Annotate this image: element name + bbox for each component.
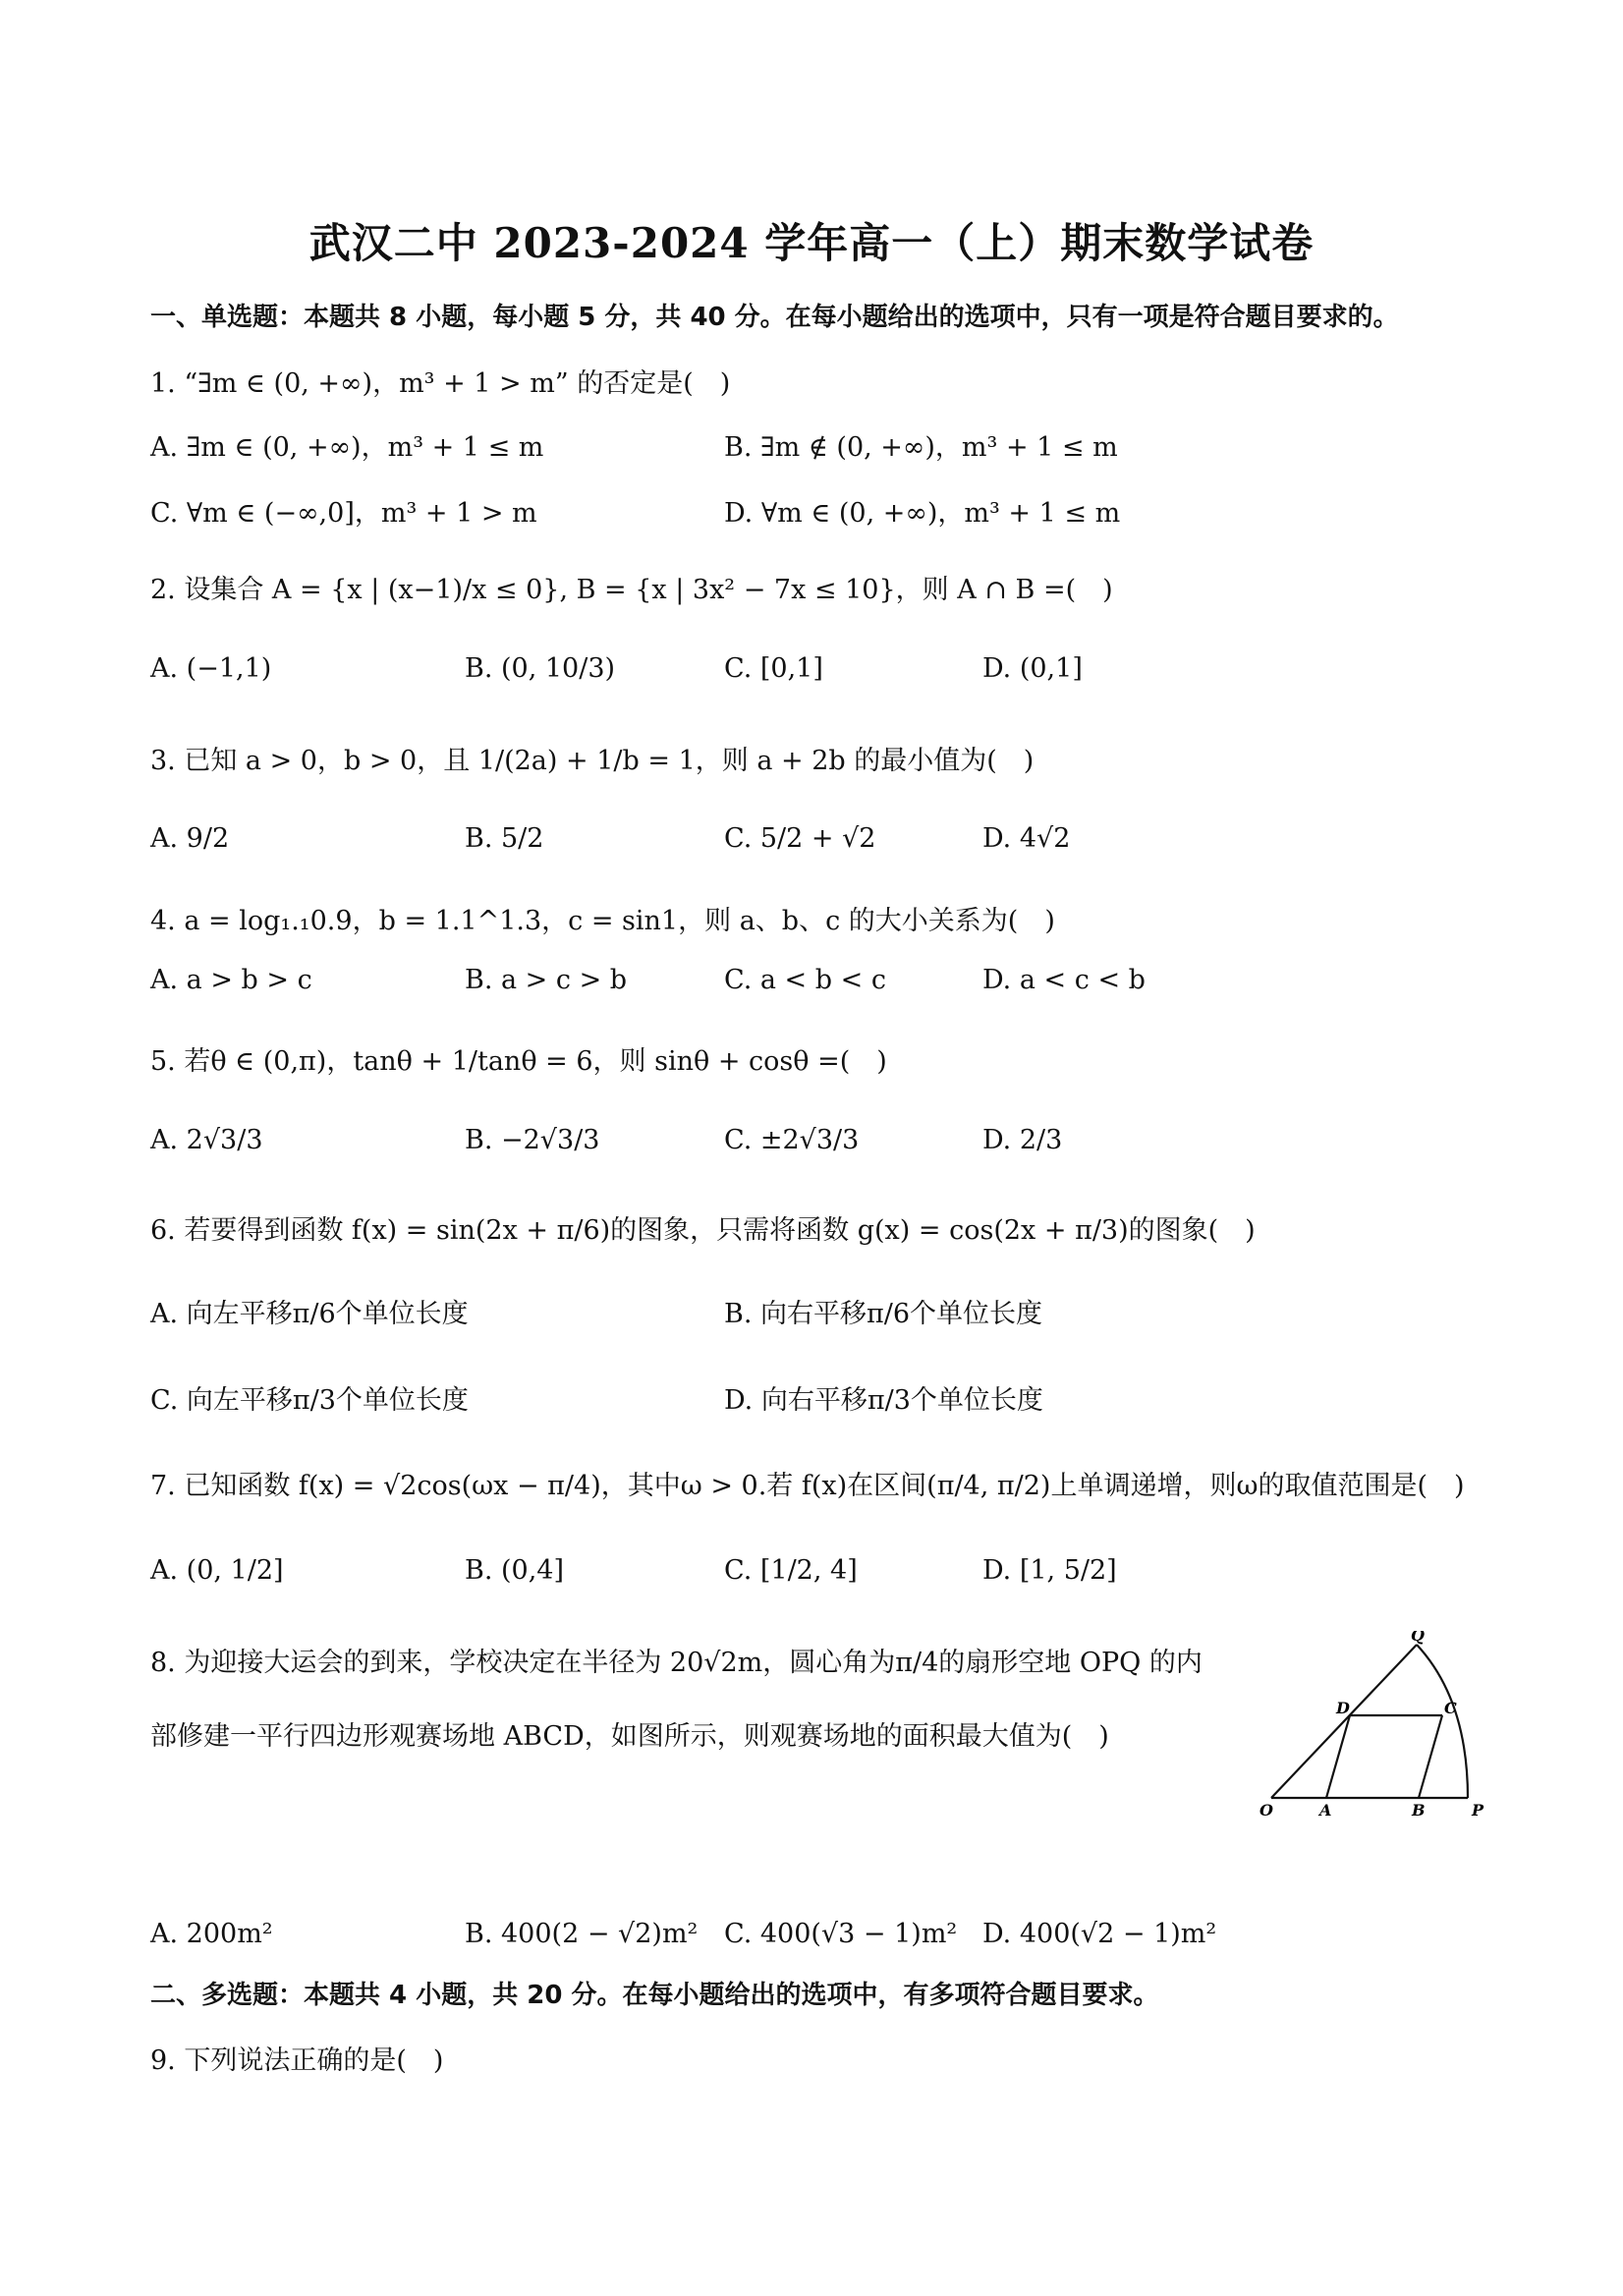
question-6-option-a: A. 向左平移π/6个单位长度 <box>150 1299 469 1329</box>
question-8-option-d: D. 400(√2 − 1)m² <box>982 1919 1217 1949</box>
question-3-option-c: C. 5/2 + √2 <box>724 823 876 854</box>
label-b: B <box>1412 1801 1426 1820</box>
line-cb <box>1419 1715 1442 1798</box>
label-a: A <box>1319 1801 1332 1820</box>
question-2-option-c: C. [0,1] <box>724 653 823 684</box>
question-7-option-c: C. [1/2, 4] <box>724 1555 858 1586</box>
question-8-stem-line-2: 部修建一平行四边形观赛场地 ABCD，如图所示，则观赛场地的面积最大值为( ) <box>150 1721 1109 1752</box>
question-5-option-d: D. 2/3 <box>982 1125 1063 1155</box>
section-heading-single-choice: 一、单选题：本题共 8 小题，每小题 5 分，共 40 分。在每小题给出的选项中，只有一项是符合题目要求的。 <box>150 303 1399 332</box>
question-2-option-d: D. (0,1] <box>982 653 1083 684</box>
label-c: C <box>1444 1699 1457 1717</box>
question-3-stem: 3. 已知 a > 0，b > 0，且 1/(2a) + 1/b = 1，则 a + 2b 的最小值为( ) <box>150 746 1035 776</box>
question-5-stem: 5. 若θ ∈ (0,π)，tanθ + 1/tanθ = 6，则 sinθ + cosθ =( ) <box>150 1046 887 1077</box>
question-6-option-c: C. 向左平移π/3个单位长度 <box>150 1385 469 1416</box>
question-4-stem: 4. a = log₁.₁0.9，b = 1.1^1.3，c = sin1，则 a、b、c 的大小关系为( ) <box>150 906 1055 936</box>
question-8-option-c: C. 400(√3 − 1)m² <box>724 1919 958 1949</box>
question-4-option-a: A. a > b > c <box>150 965 312 995</box>
page-title: 武汉二中 2023-2024 学年高一（上）期末数学试卷 <box>308 219 1315 267</box>
question-7-option-b: B. (0,4] <box>465 1555 565 1586</box>
question-3-option-b: B. 5/2 <box>465 823 544 854</box>
question-8-stem-line-1: 8. 为迎接大运会的到来，学校决定在半径为 20√2m，圆心角为π/4的扇形空地 OPQ 的内 <box>150 1648 1203 1678</box>
label-d: D <box>1336 1699 1350 1717</box>
question-1-option-b: B. ∃m ∉ (0, +∞)，m³ + 1 ≤ m <box>724 432 1118 463</box>
question-1-option-d: D. ∀m ∈ (0, +∞)，m³ + 1 ≤ m <box>724 498 1121 529</box>
question-1-stem: 1. “∃m ∈ (0, +∞)，m³ + 1 > m” 的否定是( ) <box>150 368 731 399</box>
question-6-option-b: B. 向右平移π/6个单位长度 <box>724 1299 1043 1329</box>
label-p: P <box>1472 1801 1484 1820</box>
sector-diagram <box>1258 1631 1493 1827</box>
question-1-option-c: C. ∀m ∈ (−∞,0]，m³ + 1 > m <box>150 498 537 529</box>
question-8-option-b: B. 400(2 − √2)m² <box>465 1919 699 1949</box>
question-7-option-d: D. [1, 5/2] <box>982 1555 1117 1586</box>
question-4-option-c: C. a < b < c <box>724 965 886 995</box>
label-o: O <box>1259 1801 1273 1820</box>
question-3-option-d: D. 4√2 <box>982 823 1071 854</box>
question-2-option-a: A. (−1,1) <box>150 653 272 684</box>
question-6-option-d: D. 向右平移π/3个单位长度 <box>724 1385 1043 1416</box>
question-8-option-a: A. 200m² <box>150 1919 273 1949</box>
question-7-stem: 7. 已知函数 f(x) = √2cos(ωx − π/4)，其中ω > 0.若 f(x)在区间(π/4, π/2)上单调递增，则ω的取值范围是( ) <box>150 1471 1465 1501</box>
question-2-option-b: B. (0, 10/3) <box>465 653 616 684</box>
section-heading-multiple-choice: 二、多选题：本题共 4 小题，共 20 分。在每小题给出的选项中，有多项符合题目要求。 <box>150 1981 1159 2010</box>
question-9-stem: 9. 下列说法正确的是( ) <box>150 2045 444 2076</box>
question-8-figure <box>1258 1631 1493 1831</box>
question-7-option-a: A. (0, 1/2] <box>150 1555 284 1586</box>
question-5-option-c: C. ±2√3/3 <box>724 1125 860 1155</box>
question-5-option-a: A. 2√3/3 <box>150 1125 263 1155</box>
question-1-option-a: A. ∃m ∈ (0, +∞)，m³ + 1 ≤ m <box>150 432 544 463</box>
question-3-option-a: A. 9/2 <box>150 823 230 854</box>
question-4-option-b: B. a > c > b <box>465 965 628 995</box>
label-q: Q <box>1411 1631 1425 1645</box>
line-oq <box>1271 1645 1417 1798</box>
question-2-stem: 2. 设集合 A = {x | (x−1)/x ≤ 0}, B = {x | 3x² − 7x ≤ 10}，则 A ∩ B =( ) <box>150 575 1113 605</box>
question-4-option-d: D. a < c < b <box>982 965 1146 995</box>
question-6-stem: 6. 若要得到函数 f(x) = sin(2x + π/6)的图象，只需将函数 g(x) = cos(2x + π/3)的图象( ) <box>150 1215 1256 1246</box>
question-5-option-b: B. −2√3/3 <box>465 1125 600 1155</box>
